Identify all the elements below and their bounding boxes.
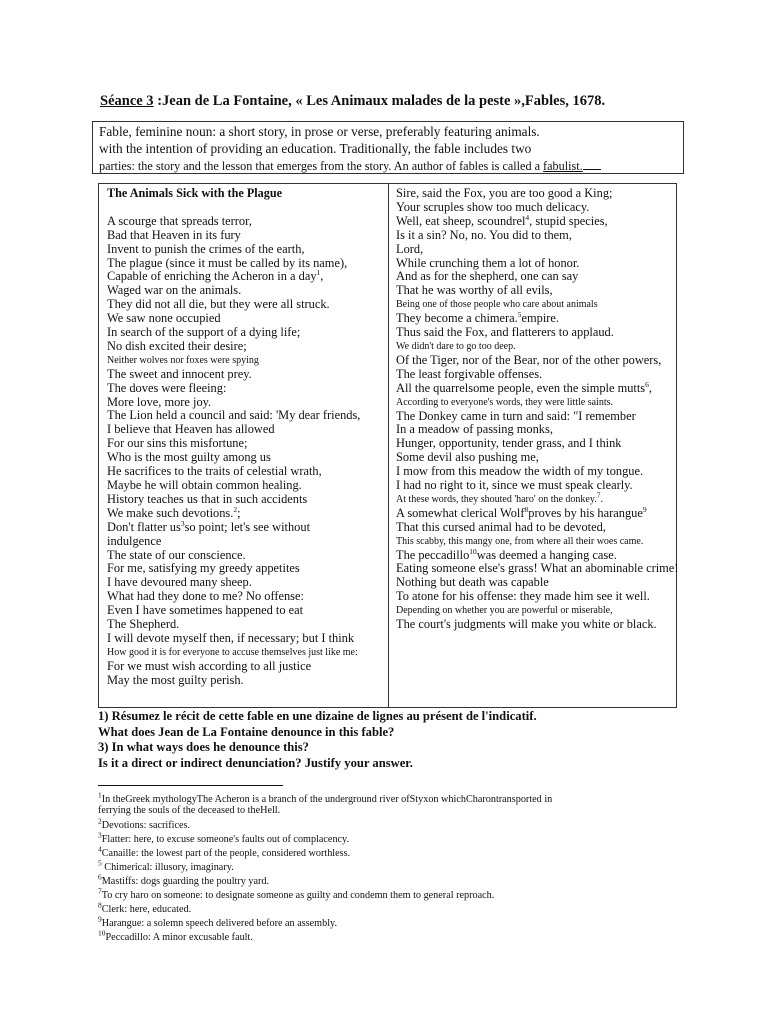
- poem-line-text: Depending on whether you are powerful or miserable,: [396, 605, 613, 617]
- poem-line: [396, 590, 669, 604]
- poem-line: [107, 504, 380, 521]
- poem-line-text: Nothing but death was capable: [396, 575, 549, 590]
- poem-line: [396, 604, 669, 618]
- poem-line-text: I will devote myself then, if necessary; but I think: [107, 630, 355, 645]
- poem-line-text: For we must wish according to all justice: [107, 658, 312, 673]
- poem-line-text: The Donkey came in turn and said: "I remember: [396, 408, 636, 423]
- footnote-number: 5: [98, 858, 102, 868]
- footnote-number: 1: [98, 790, 102, 800]
- question-line: 3) In what ways does he denounce this?: [98, 740, 309, 754]
- poem-line: [396, 270, 669, 284]
- poem-line: [107, 674, 380, 688]
- poem-line-text: What had they done to me? No offense:: [107, 589, 304, 604]
- poem-line: [396, 521, 669, 535]
- poem-line: [107, 382, 380, 396]
- poem-line: [396, 379, 669, 396]
- footnote-ref: 5: [517, 310, 522, 320]
- poem-line: [396, 504, 669, 521]
- poem-line-text: I have devoured many sheep.: [107, 575, 252, 590]
- poem-line-text: We didn't dare to go too deep.: [396, 340, 516, 352]
- footnote-ref: 1: [316, 268, 321, 278]
- poem-line: [396, 451, 669, 465]
- poem-line-text: That he was worthy of all evils,: [396, 283, 553, 298]
- poem-line-text: All the quarrelsome people, even the simple mutts: [396, 380, 646, 395]
- poem-line: [396, 490, 669, 507]
- poem-line-text: They did not all die, but they were all struck.: [107, 297, 330, 312]
- poem-line-text: The sweet and innocent prey.: [107, 366, 252, 381]
- poem-line: [107, 576, 380, 590]
- footnote-ref: 6: [645, 379, 649, 389]
- footnotes-block: [98, 790, 698, 945]
- poem-line: [396, 437, 669, 451]
- footnote-number: 6: [98, 872, 102, 882]
- poem-line-text: Some devil also pushing me,: [396, 450, 539, 465]
- poem-line: [107, 479, 380, 493]
- poem-line-text: Hunger, opportunity, tender grass, and I think: [396, 436, 622, 451]
- poem-line: [396, 243, 669, 257]
- title-text: :Jean de La Fontaine, « Les Animaux malades de la peste »,Fables, 1678.: [153, 93, 606, 109]
- footnote-number: 8: [98, 900, 102, 910]
- poem-line: [396, 312, 669, 326]
- poem-line-text: Neither wolves nor foxes were spying: [107, 354, 259, 366]
- poem-line-text: Bad that Heaven in its fury: [107, 227, 241, 242]
- poem-line: [107, 187, 380, 201]
- poem-line-text: In search of the support of a dying life;: [107, 325, 301, 340]
- poem-line: [396, 257, 669, 271]
- definition-box: [92, 121, 684, 174]
- footnote-text: ferrying the souls of the deceased to theHell.: [98, 805, 281, 816]
- poem-line-text: I had no right to it, since we must speak clearly.: [396, 478, 633, 493]
- poem-line: [107, 518, 380, 535]
- poem-line-text: so point; let's see without: [184, 519, 311, 534]
- footnote-number: 3: [98, 830, 102, 840]
- poem-line-text: Even I have sometimes happened to eat: [107, 603, 304, 618]
- poem-line-text: I believe that Heaven has allowed: [107, 422, 275, 437]
- poem-line: [107, 229, 380, 243]
- poem-line-text: The least forgivable offenses.: [396, 366, 543, 381]
- question-line: 1) Résumez le récit de cette fable en une dizaine de lignes au présent de l'indicatif.: [98, 709, 537, 723]
- poem-left-column: [99, 184, 389, 707]
- poem-line: [107, 215, 380, 229]
- poem-line-text: To atone for his offense: they made him see it well.: [396, 589, 650, 604]
- poem-line: [107, 451, 380, 465]
- poem-line-text: Sire, said the Fox, you are too good a King;: [396, 186, 613, 200]
- definition-line-1: Fable, feminine noun: a short story, in prose or verse, preferably featuring animals.: [99, 124, 540, 139]
- footnote-text: Devotions: sacrifices.: [101, 820, 191, 831]
- poem-line-text: proves by his harangue: [528, 505, 643, 520]
- question-line: What does Jean de La Fontaine denounce in this fable?: [98, 724, 395, 739]
- poem-line-text: I mow from this meadow the width of my tongue.: [396, 464, 644, 479]
- poem-line-text: The doves were fleeing:: [107, 380, 227, 395]
- poem-line: [396, 410, 669, 424]
- poem-line-text: Capable of enriching the Acheron in a day: [107, 269, 317, 284]
- poem-line: [107, 465, 380, 479]
- seance-label: Séance 3: [100, 93, 154, 109]
- footnote-number: 2: [98, 816, 102, 826]
- footnote-ref: 3: [180, 518, 185, 528]
- poem-line-text: In a meadow of passing monks,: [396, 422, 553, 437]
- footnote-number: 10: [98, 928, 106, 938]
- poem-line: [396, 340, 669, 354]
- poem-line-text: While crunching them a lot of honor.: [396, 255, 580, 270]
- poem-line: [107, 618, 380, 632]
- poem-line: [107, 549, 380, 563]
- poem-line: [396, 535, 669, 549]
- poem-right-column: [389, 184, 679, 707]
- poem-line: [107, 312, 380, 326]
- poem-line-text: This scabby, this mangy one, from where all their woes came.: [396, 535, 644, 547]
- definition-line-3: [99, 157, 677, 175]
- poem-line-text: He sacrifices to the traits of celestial wrath,: [107, 464, 322, 479]
- poem-line-text: Of the Tiger, nor of the Bear, nor of the other powers,: [396, 352, 662, 367]
- poem-line-text: And as for the shepherd, one can say: [396, 269, 579, 284]
- footnote: [98, 900, 698, 917]
- poem-line-text: Thus said the Fox, and flatterers to applaud.: [396, 325, 614, 340]
- footnote-ref: 7: [596, 490, 601, 500]
- poem-line: [107, 493, 380, 507]
- poem-line-text: More love, more joy.: [107, 394, 212, 409]
- poem-line-text: The state of our conscience.: [107, 547, 246, 562]
- poem-line-text: History teaches us that in such accidents: [107, 491, 308, 506]
- footnote-text: Chimerical: illusory, imaginary.: [101, 862, 234, 873]
- footnote-text: Harangue: a solemn speech delivered before an assembly.: [101, 918, 338, 929]
- poem-line: [396, 187, 669, 201]
- poem-line-text: The Animals Sick with the Plague: [107, 186, 283, 200]
- poem-line: [107, 562, 380, 576]
- poem-line-text: ;: [237, 505, 241, 520]
- footnote-text: Mastiffs: dogs guarding the poultry yard.: [101, 876, 270, 887]
- poem-line-text: , stupid species,: [529, 213, 608, 228]
- footnote-ref: 4: [525, 212, 530, 222]
- footnote: [98, 816, 698, 833]
- footnote-number: 4: [98, 844, 102, 854]
- poem-line-text: indulgence: [107, 533, 162, 548]
- poem-line: [107, 340, 380, 354]
- footnote-ref: 2: [233, 504, 238, 514]
- poem-line-text: Well, eat sheep, scoundrel: [396, 213, 526, 228]
- poem-line: [107, 646, 380, 660]
- footnote: [98, 914, 698, 931]
- footnote-text: Canaille: the lowest part of the people, considered worthless.: [101, 848, 351, 859]
- poem-line-text: Being one of those people who care about animals: [396, 299, 598, 311]
- footnote-text: In theGreek mythologyThe Acheron is a branch of the underground river ofStyxon whichCharontransported in: [101, 794, 553, 805]
- poem-table: [98, 183, 677, 708]
- poem-line-text: Maybe he will obtain common healing.: [107, 478, 302, 493]
- poem-line-text: empire.: [521, 311, 560, 326]
- poem-line: [396, 201, 669, 215]
- poem-line-text: How good it is for everyone to accuse themselves just like me:: [107, 646, 358, 658]
- poem-line: [396, 546, 669, 563]
- poem-line: [107, 437, 380, 451]
- poem-line-text: A somewhat clerical Wolf: [396, 505, 525, 520]
- poem-line-text: The Shepherd.: [107, 617, 180, 632]
- poem-line: [396, 423, 669, 437]
- poem-line: [396, 561, 679, 576]
- poem-line: [107, 284, 380, 298]
- footnote-ref: 10: [469, 546, 477, 556]
- poem-line: [107, 409, 380, 423]
- footnote-text: Clerk: here, educated.: [101, 904, 192, 915]
- poem-line: [107, 590, 380, 604]
- poem-line: [396, 354, 669, 368]
- footnote-ref: 8: [524, 504, 529, 514]
- poem-line: [396, 576, 669, 590]
- footnote-number: 7: [98, 886, 102, 896]
- poem-line: [396, 368, 669, 382]
- poem-line-text: .: [600, 493, 603, 505]
- poem-line: [396, 284, 669, 298]
- footnote: [98, 872, 698, 889]
- footnote: [98, 928, 698, 945]
- footnote-separator: [98, 785, 283, 786]
- poem-line-text: For our sins this misfortune;: [107, 436, 248, 451]
- poem-line-text: was deemed a hanging case.: [476, 547, 617, 562]
- poem-line-text: A scourge that spreads terror,: [107, 213, 252, 228]
- fabulist-word: fabulist.: [543, 159, 583, 173]
- footnote: [98, 830, 698, 847]
- poem-line-text: Invent to punish the crimes of the earth,: [107, 241, 305, 256]
- page-title: [100, 93, 700, 110]
- poem-line-text: At these words, they shouted 'haro' on the donkey.: [396, 493, 597, 505]
- definition-line-3-text: parties: the story and the lesson that emerges from the story. An author of fables is called a: [99, 159, 544, 173]
- poem-line: [107, 354, 380, 368]
- poem-line: [107, 660, 380, 674]
- footnote: [98, 858, 698, 875]
- poem-line: [396, 212, 669, 229]
- poem-line: [396, 618, 669, 632]
- poem-line-text: Eating someone else's grass! What an abominable crime!: [396, 561, 679, 576]
- poem-line: [107, 535, 380, 549]
- footnote-text: Flatter: here, to excuse someone's faults out of complacency.: [101, 834, 350, 845]
- poem-line-text: We saw none occupied: [107, 311, 221, 326]
- poem-line: [107, 243, 380, 257]
- poem-line: [107, 270, 380, 284]
- poem-line-text: They become a chimera.: [396, 311, 518, 326]
- footnote-text: Peccadillo: A minor excusable fault.: [105, 932, 253, 943]
- poem-line: [107, 423, 380, 437]
- poem-line-text: The Lion held a council and said: 'My dear friends,: [107, 408, 361, 423]
- poem-line-text: ,: [648, 380, 652, 395]
- definition-line-2: with the intention of providing an education. Traditionally, the fable includes two: [99, 141, 532, 156]
- poem-line-text: Who is the most guilty among us: [107, 450, 271, 465]
- poem-line-text: ,: [320, 269, 324, 284]
- questions-block: [98, 709, 698, 771]
- poem-line: [396, 479, 669, 493]
- poem-line: [107, 201, 380, 215]
- poem-line-text: Your scruples show too much delicacy.: [396, 199, 590, 214]
- footnote: [98, 844, 698, 861]
- poem-line: [396, 326, 669, 340]
- poem-line-text: We make such devotions.: [107, 505, 234, 520]
- poem-line-text: For me, satisfying my greedy appetites: [107, 561, 300, 576]
- poem-line: [107, 298, 380, 312]
- poem-line-text: The plague (since it must be called by its name),: [107, 255, 348, 270]
- footnote: [98, 886, 698, 903]
- poem-line-text: That this cursed animal had to be devoted,: [396, 519, 606, 534]
- poem-line: [107, 604, 380, 618]
- poem-line: [396, 396, 669, 410]
- footnote-ref: 9: [642, 504, 647, 514]
- poem-line-text: Lord,: [396, 241, 424, 256]
- poem-line: [107, 326, 380, 340]
- footnote-text: To cry haro on someone: to designate someone as guilty and condemn them to general reproach.: [101, 890, 495, 901]
- poem-line-text: The peccadillo: [396, 547, 470, 562]
- blank-underline: [583, 157, 601, 170]
- poem-line: [107, 368, 380, 382]
- poem-line: [107, 396, 380, 410]
- poem-line-text: No dish excited their desire;: [107, 338, 247, 353]
- poem-line-text: Waged war on the animals.: [107, 283, 242, 298]
- poem-line-text: May the most guilty perish.: [107, 672, 244, 687]
- poem-line-text: According to everyone's words, they were little saints.: [396, 396, 614, 408]
- poem-line-text: Is it a sin? No, no. You did to them,: [396, 227, 572, 242]
- poem-line: [396, 465, 669, 479]
- poem-line-text: The court's judgments will make you white or black.: [396, 617, 657, 632]
- poem-line-text: Don't flatter us: [107, 519, 181, 534]
- poem-line: [107, 632, 380, 646]
- question-line: Is it a direct or indirect denunciation? Justify your answer.: [98, 755, 413, 770]
- footnote-number: 9: [98, 914, 102, 924]
- poem-line: [396, 229, 669, 243]
